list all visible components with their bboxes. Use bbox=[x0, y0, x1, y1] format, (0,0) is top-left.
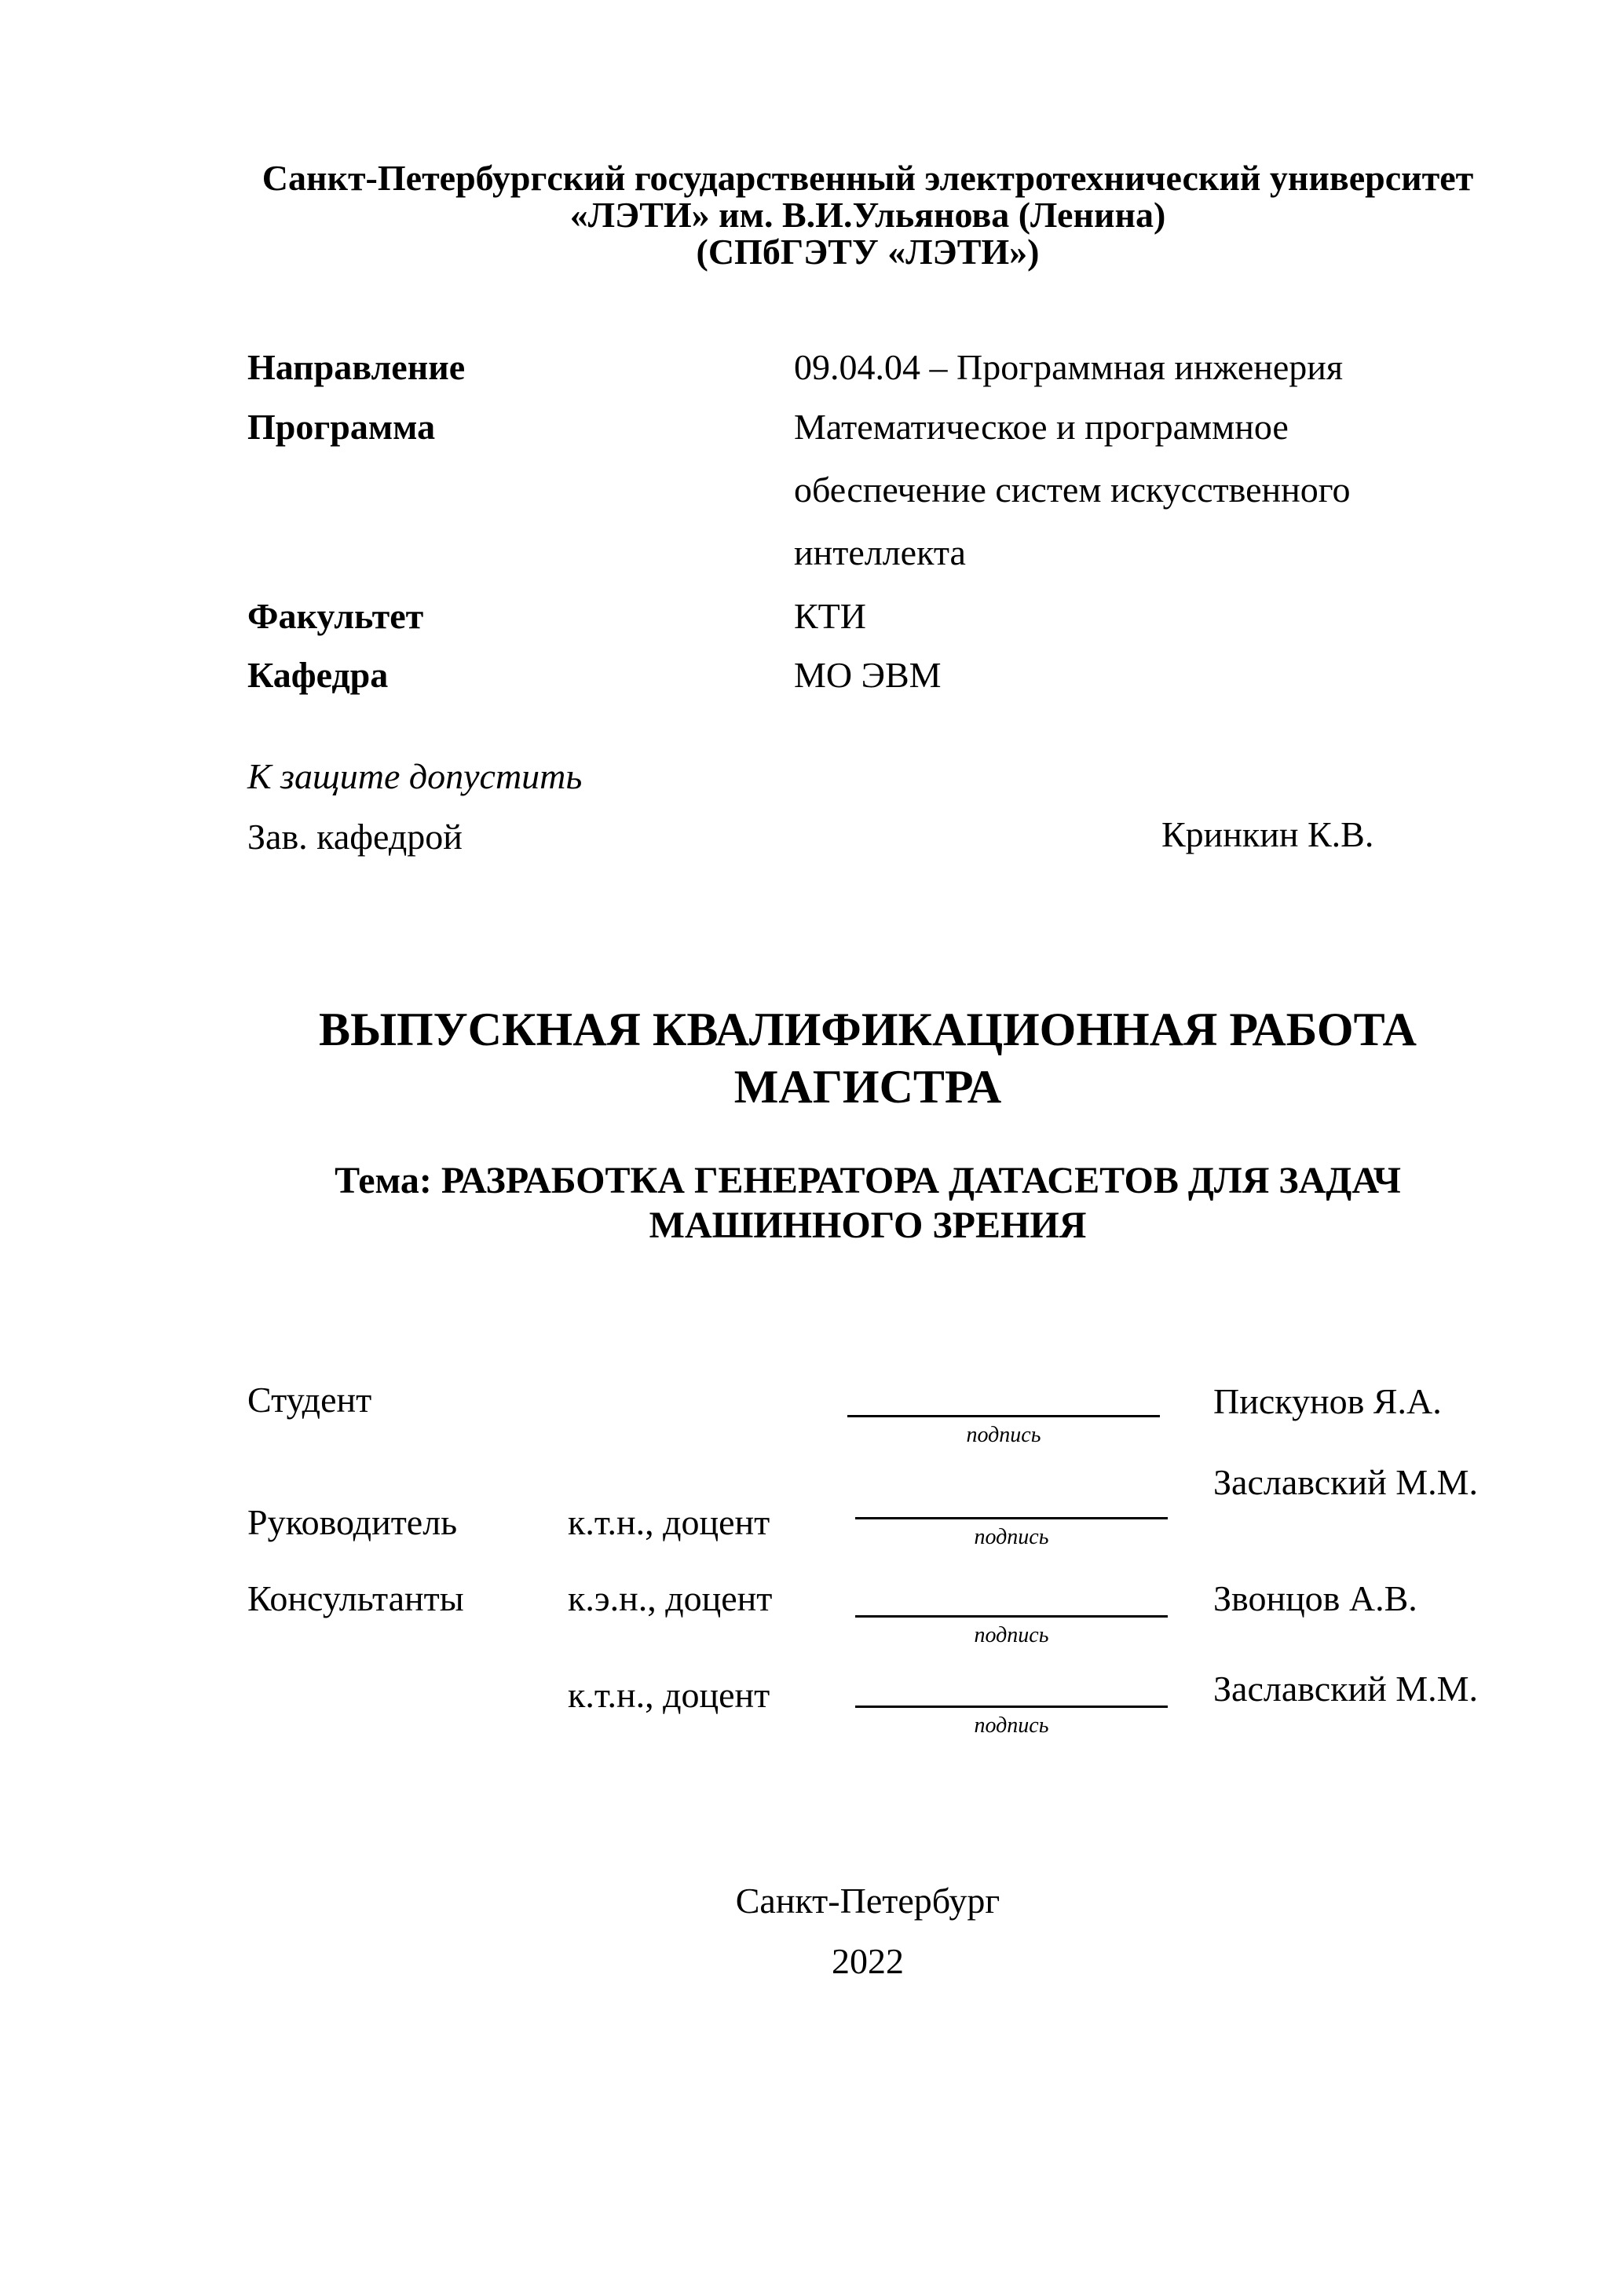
signature-line-consultant-2 bbox=[855, 1706, 1168, 1708]
signature-line-student bbox=[847, 1415, 1160, 1417]
thesis-topic-line-2: МАШИННОГО ЗРЕНИЯ bbox=[649, 1205, 1087, 1246]
footer-city: Санкт-Петербург bbox=[735, 1881, 1000, 1921]
field-value-department: МО ЭВМ bbox=[794, 655, 942, 695]
field-value-program-line-2: обеспечение систем искусственного bbox=[794, 470, 1351, 510]
signature-degree-consultant-2: к.т.н., доцент bbox=[568, 1675, 770, 1715]
field-value-program-line-1: Математическое и программное bbox=[794, 407, 1289, 447]
field-value-direction: 09.04.04 – Программная инженерия bbox=[794, 347, 1344, 387]
department-head-name: Кринкин К.В. bbox=[1161, 814, 1374, 854]
signature-line-supervisor bbox=[855, 1517, 1168, 1519]
admission-permit-line: К защите допустить bbox=[247, 756, 583, 796]
signature-role-consultants: Консультанты bbox=[247, 1578, 464, 1618]
department-head-label: Зав. кафедрой bbox=[247, 817, 463, 857]
signature-role-supervisor: Руководитель bbox=[247, 1502, 458, 1542]
signature-role-student: Студент bbox=[247, 1380, 372, 1420]
signature-caption-student: подпись bbox=[966, 1423, 1041, 1447]
signature-caption-supervisor: подпись bbox=[974, 1525, 1049, 1549]
signature-name-consultant-1: Звонцов А.В. bbox=[1213, 1578, 1417, 1618]
field-label-faculty: Факультет bbox=[247, 596, 424, 636]
signature-name-supervisor: Заславский М.М. bbox=[1213, 1462, 1479, 1502]
signature-caption-consultant-2: подпись bbox=[974, 1713, 1049, 1738]
thesis-title-line-2: МАГИСТРА bbox=[733, 1061, 1002, 1113]
signature-name-consultant-2: Заславский М.М. bbox=[1213, 1669, 1479, 1709]
university-name-line-2: «ЛЭТИ» им. В.И.Ульянова (Ленина) bbox=[569, 195, 1166, 235]
signature-name-student: Пискунов Я.А. bbox=[1213, 1381, 1442, 1421]
signature-caption-consultant-1: подпись bbox=[974, 1623, 1049, 1647]
thesis-topic-line-1: Тема: РАЗРАБОТКА ГЕНЕРАТОРА ДАТАСЕТОВ ДЛЯ ЗАДАЧ bbox=[335, 1160, 1401, 1201]
signature-degree-supervisor: к.т.н., доцент bbox=[568, 1502, 770, 1542]
footer-year: 2022 bbox=[832, 1941, 904, 1981]
field-label-program: Программа bbox=[247, 407, 436, 447]
field-value-program-line-3: интеллекта bbox=[794, 532, 966, 572]
university-name-line-3: (СПбГЭТУ «ЛЭТИ») bbox=[696, 232, 1040, 272]
thesis-title-line-1: ВЫПУСКНАЯ КВАЛИФИКАЦИОННАЯ РАБОТА bbox=[319, 1004, 1417, 1055]
field-value-faculty: КТИ bbox=[794, 596, 866, 636]
university-header bbox=[204, 159, 1531, 270]
university-name-line-1: Санкт-Петербургский государственный электротехнический университет bbox=[262, 158, 1474, 198]
signature-degree-consultant-1: к.э.н., доцент bbox=[568, 1578, 773, 1618]
field-label-direction: Направление bbox=[247, 347, 466, 387]
field-label-department: Кафедра bbox=[247, 655, 389, 695]
signature-line-consultant-1 bbox=[855, 1615, 1168, 1618]
